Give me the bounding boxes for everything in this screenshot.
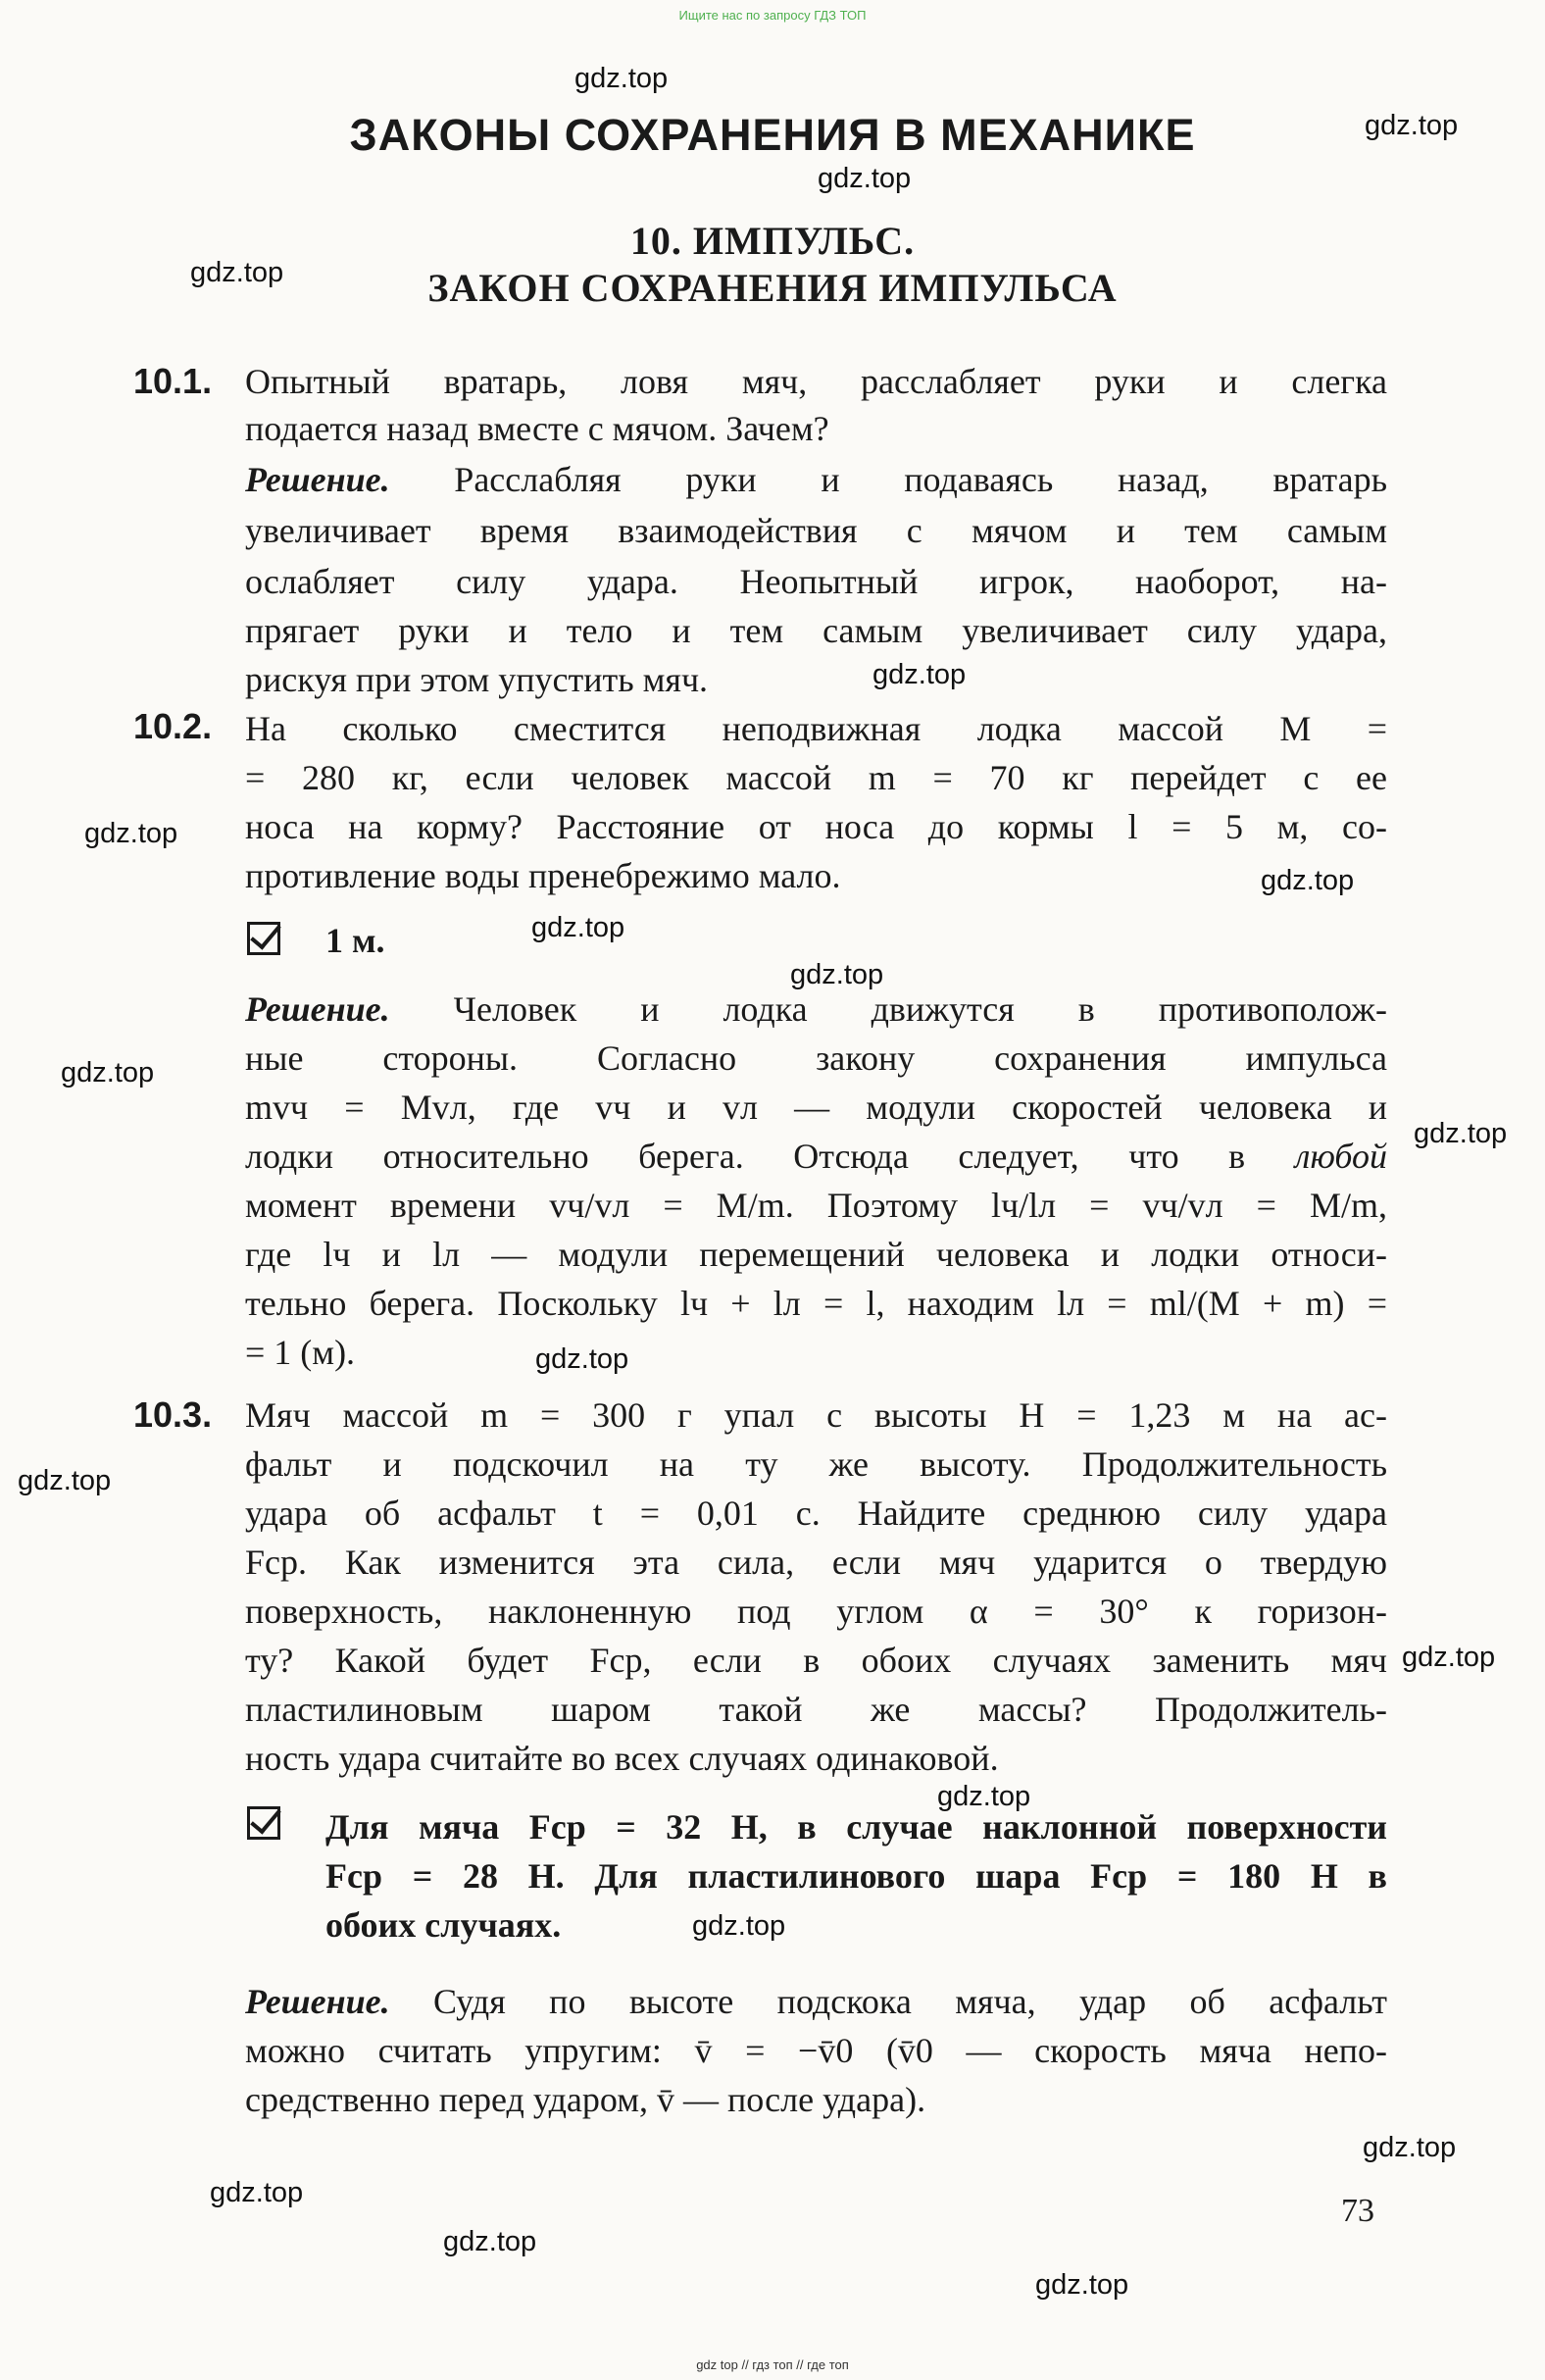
watermark: gdz.top [692,1910,786,1942]
solution-text: рискуя при этом упустить мяч. [245,660,709,699]
solution-text: тельно берега. Поскольку lч + lл = l, находим lл = ml/(M + m) = [245,1284,1387,1323]
solution-text: прягает руки и тело и тем самым увеличивает силу удара, [245,611,1387,650]
watermark: gdz.top [190,257,284,288]
solution-text: mvч = Mvл, где vч и vл — модули скоростей человека и [245,1088,1387,1127]
solution-line [245,1979,1387,2024]
problem-text: ность удара считайте во всех случаях одинаковой. [245,1739,999,1778]
watermark: gdz.top [872,659,967,690]
checkmark-icon [247,922,280,955]
solution-label: Решение. [245,989,390,1029]
watermark: gdz.top [1414,1118,1508,1149]
watermark: gdz.top [790,959,884,990]
watermark: gdz.top [1365,110,1459,141]
section-title: 10. ИМПУЛЬС. [629,219,916,263]
watermark: gdz.top [84,818,178,849]
problem-text: Опытный вратарь, ловя мяч, расслабляет руки и слегка [245,362,1387,401]
solution-text: где lч и lл — модули перемещений человека и лодки относи- [245,1235,1387,1274]
watermark: gdz.top [535,1343,629,1375]
problem-text: противление воды пренебрежимо мало. [245,856,841,895]
solution-text: = 1 (м). [245,1333,356,1372]
solution-label: Решение. [245,460,390,499]
solution-text: ослабляет силу удара. Неопытный игрок, наоборот, на- [245,562,1387,601]
answer-text: Fср = 28 Н. Для пластилинового шара Fср = 180 Н в [325,1856,1387,1896]
problem-text: На сколько сместится неподвижная лодка массой M = [245,709,1387,748]
answer-text: Для мяча Fср = 32 Н, в случае наклонной поверхности [325,1807,1387,1847]
solution-text: лодки относительно берега. Отсюда следует, что в [245,1137,1295,1176]
solution-line [245,457,1387,502]
problem-number: 10.1. [133,361,213,401]
watermark: gdz.top [210,2177,304,2208]
answer-text: обоих случаях. [325,1905,562,1945]
watermark: gdz.top [1261,865,1355,896]
problem-text: = 280 кг, если человек массой m = 70 кг перейдет с ее [245,758,1387,797]
watermark: gdz.top [443,2226,537,2257]
problem-number: 10.3. [133,1394,213,1435]
watermark: gdz.top [61,1057,155,1089]
problem-text: носа на корму? Расстояние от носа до кормы l = 5 м, со- [245,807,1387,846]
problem-text: удара об асфальт t = 0,01 с. Найдите среднюю силу удара [245,1494,1387,1533]
watermark: gdz.top [574,63,669,94]
problem-text: Мяч массой m = 300 г упал с высоты H = 1,23 м на ас- [245,1395,1387,1435]
watermark: gdz.top [818,163,912,194]
watermark: gdz.top [937,1781,1031,1812]
top-banner: Ищите нас по запросу ГДЗ ТОП [678,8,867,23]
watermark: gdz.top [531,912,625,943]
watermark: gdz.top [18,1465,112,1496]
problem-text: ту? Какой будет Fср, если в обоих случаях заменить мяч [245,1641,1387,1680]
problem-text: поверхность, наклоненную под углом α = 30° к горизон- [245,1592,1387,1631]
problem-text: пластилиновым шаром такой же массы? Продолжитель- [245,1690,1387,1729]
problem-text: подается назад вместе с мячом. Зачем? [245,409,829,448]
solution-line [245,987,1387,1032]
solution-label: Решение. [245,1982,390,2021]
answer-text: 1 м. [325,921,385,960]
solution-text: средственно перед ударом, v̄ — после удара). [245,2080,926,2119]
bottom-banner: gdz top // гдз топ // где топ [696,2357,849,2372]
watermark: gdz.top [1035,2269,1129,2301]
problem-text: фальт и подскочил на ту же высоту. Продолжительность [245,1444,1387,1484]
problem-number: 10.2. [133,706,213,746]
solution-text: Судя по высоте подскока мяча, удар об асфальт [389,1982,1387,2021]
page-number: 73 [1341,2193,1374,2229]
solution-text: Расслабляя руки и подаваясь назад, вратарь [389,460,1387,499]
solution-text: можно считать упругим: v̄ = −v̄0 (v̄0 — скорость мяча непо- [245,2031,1387,2070]
watermark: gdz.top [1402,1642,1496,1673]
chapter-title: ЗАКОНЫ СОХРАНЕНИЯ В МЕХАНИКЕ [349,110,1196,160]
solution-text: увеличивает время взаимодействия с мячом и тем самым [245,511,1387,550]
solution-text: ные стороны. Согласно закону сохранения импульса [245,1038,1387,1078]
solution-text: Человек и лодка движутся в противополож- [389,989,1387,1029]
emphasis-text: любой [1294,1137,1387,1176]
checkmark-icon [247,1806,280,1840]
section-subtitle: ЗАКОН СОХРАНЕНИЯ ИМПУЛЬСА [427,266,1118,310]
solution-text: момент времени vч/vл = M/m. Поэтому lч/lл = vч/vл = M/m, [245,1186,1387,1225]
watermark: gdz.top [1363,2132,1457,2163]
solution-line [245,1134,1387,1179]
problem-text: Fср. Как изменится эта сила, если мяч ударится о твердую [245,1543,1387,1582]
